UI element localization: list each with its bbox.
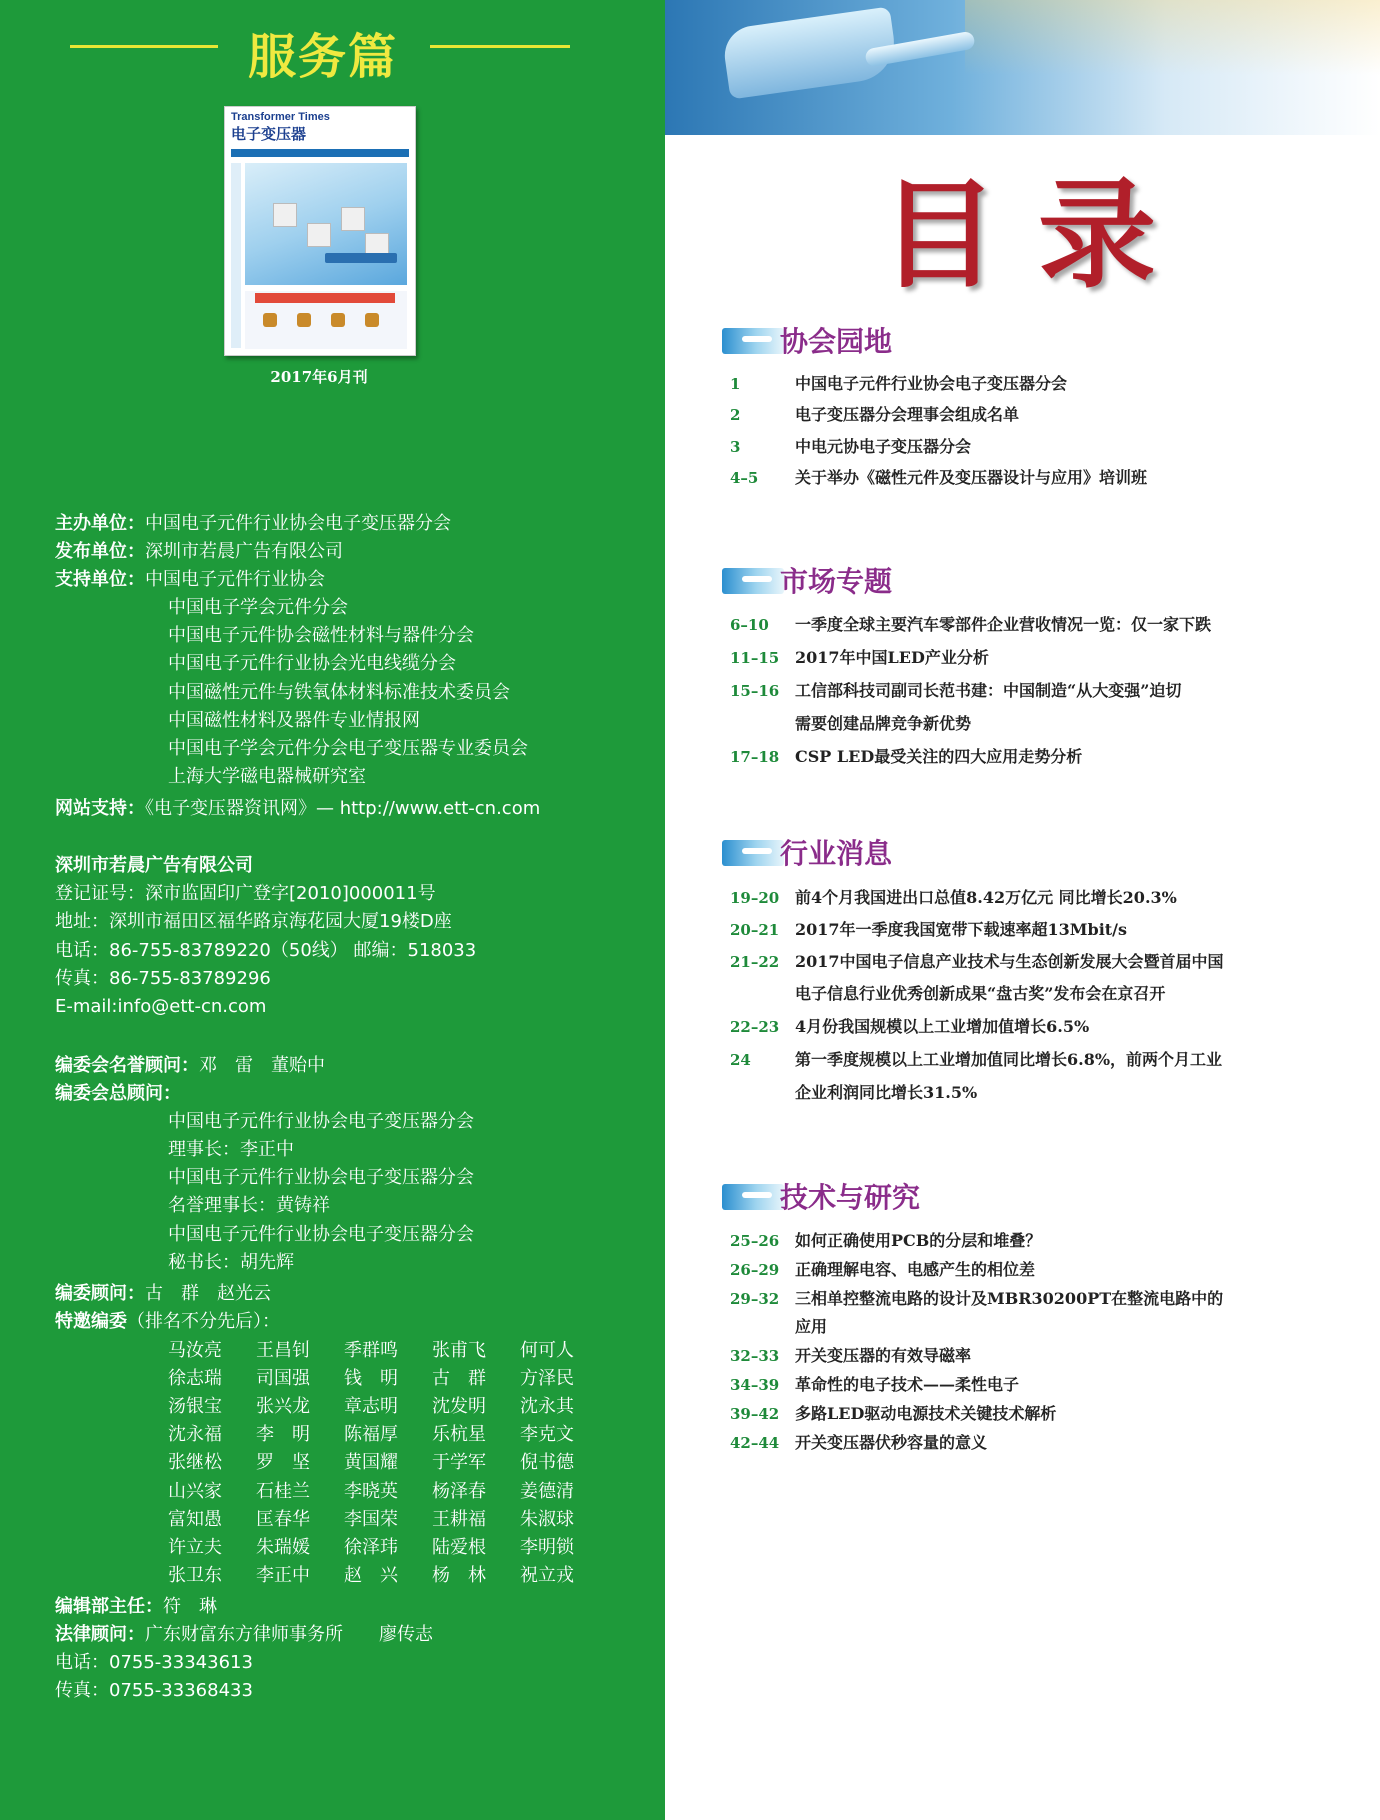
toc-page-range: 6–10 xyxy=(730,616,769,634)
magazine-cover xyxy=(224,106,416,356)
product-icon xyxy=(331,313,345,327)
toc-page-range: 29–32 xyxy=(730,1290,780,1308)
toc-section-title: 市场专题 xyxy=(780,565,893,598)
hand-banner-icon xyxy=(722,1184,784,1210)
editor-name: 王昌钊 xyxy=(256,1340,310,1361)
supporter-line: 中国磁性材料及器件专业情报网 xyxy=(168,710,420,731)
editor-name: 张甫飞 xyxy=(432,1340,486,1361)
toc-page-range: 34–39 xyxy=(730,1376,780,1394)
company-phone: 电话：86-755-83789220（50线） 邮编：518033 xyxy=(55,940,477,961)
editor-name: 徐泽玮 xyxy=(344,1537,398,1558)
editor-name: 方泽民 xyxy=(520,1368,574,1389)
general-advisor-line: 理事长：李正中 xyxy=(168,1139,294,1160)
editor-name: 倪书德 xyxy=(520,1452,574,1473)
toc-page-range: 3 xyxy=(730,438,741,456)
toc-entry-title: 应用 xyxy=(795,1317,828,1336)
supporter-line: 中国电子元件协会磁性材料与器件分会 xyxy=(168,625,474,646)
editor-name: 李晓英 xyxy=(344,1481,398,1502)
cover-caption-band xyxy=(325,253,397,263)
editor-name: 祝立戎 xyxy=(520,1565,574,1586)
toc-section-title: 行业消息 xyxy=(780,837,893,870)
editor-name: 匡春华 xyxy=(256,1509,310,1530)
info-label: 编委会名誉顾问： xyxy=(55,1055,199,1076)
toc-entry-title: 需要创建品牌竞争新优势 xyxy=(795,714,972,733)
cover-footer-banner xyxy=(255,293,395,303)
toc-entry-title: 电子变压器分会理事会组成名单 xyxy=(795,405,1020,424)
info-label: 编辑部主任： xyxy=(55,1596,163,1617)
editor-name: 马汝亮 xyxy=(168,1340,222,1361)
component-image xyxy=(341,207,365,231)
toc-entry-title: 关于举办《磁性元件及变压器设计与应用》培训班 xyxy=(795,468,1148,487)
hero-banner-image xyxy=(665,0,1380,135)
toc-title: 目录 xyxy=(880,165,1197,304)
toc-entry-title: 中国电子元件行业协会电子变压器分会 xyxy=(795,374,1068,393)
toc-page-range: 22–23 xyxy=(730,1018,780,1036)
general-advisor-label: 编委会总顾问： xyxy=(55,1083,181,1104)
info-value: 邓 雷 董贻中 xyxy=(199,1055,325,1076)
honorary-advisors xyxy=(55,1052,325,1080)
sponsor-organizer xyxy=(55,510,451,538)
info-label: 发布单位： xyxy=(55,541,145,562)
toc-entry-title: 工信部科技司副司长范书建：中国制造“从大变强”迫切 xyxy=(795,681,1182,700)
info-value: 符 琳 xyxy=(163,1596,217,1617)
supporter-line: 中国电子学会元件分会 xyxy=(168,597,348,618)
toc-page-range: 1 xyxy=(730,375,741,393)
toc-entry-title: 第一季度规模以上工业增加值同比增长6.8%，前两个月工业 xyxy=(795,1050,1223,1069)
cover-title-cn: 电子变压器 xyxy=(231,126,307,143)
toc-section-title: 技术与研究 xyxy=(780,1181,921,1214)
editor-name: 杨泽春 xyxy=(432,1481,486,1502)
company-fax: 传真：86-755-83789296 xyxy=(55,968,271,989)
website-support xyxy=(55,795,540,823)
info-label: 网站支持： xyxy=(55,798,145,819)
editor-name: 张卫东 xyxy=(168,1565,222,1586)
editor-name: 于学军 xyxy=(432,1452,486,1473)
editor-name: 石桂兰 xyxy=(256,1481,310,1502)
editor-name: 何可人 xyxy=(520,1340,574,1361)
cover-sidebar xyxy=(231,163,241,348)
company-name: 深圳市若晨广告有限公司 xyxy=(55,855,253,876)
editorial-fax: 传真：0755-33368433 xyxy=(55,1680,253,1701)
general-advisor-line: 中国电子元件行业协会电子变压器分会 xyxy=(168,1111,474,1132)
sponsor-publisher xyxy=(55,538,343,566)
toc-page-range: 11–15 xyxy=(730,649,780,667)
supporter-line: 中国电子学会元件分会电子变压器专业委员会 xyxy=(168,738,528,759)
toc-entry-title: 三相单控整流电路的设计及MBR30200PT在整流电路中的 xyxy=(795,1289,1224,1308)
editor-name: 徐志瑞 xyxy=(168,1368,222,1389)
toc-entry-title: 中电元协电子变压器分会 xyxy=(795,437,972,456)
info-label: 编委顾问： xyxy=(55,1283,145,1304)
section-heading xyxy=(70,18,570,85)
toc-entry-title: 电子信息行业优秀创新成果“盘古奖”发布会在京召开 xyxy=(795,984,1166,1003)
editor-name: 赵 兴 xyxy=(344,1565,398,1586)
legal-advisor xyxy=(55,1621,433,1649)
toc-entry-title: 多路LED驱动电源技术关键技术解析 xyxy=(795,1404,1057,1423)
editor-name: 罗 坚 xyxy=(256,1452,310,1473)
hand-banner-icon xyxy=(722,840,784,866)
toc-page-range: 32–33 xyxy=(730,1347,780,1365)
toc-entry-title: 4月份我国规模以上工业增加值增长6.5% xyxy=(795,1017,1090,1036)
toc-entry-title: 2017中国电子信息产业技术与生态创新发展大会暨首届中国 xyxy=(795,952,1224,971)
info-label: 支持单位： xyxy=(55,569,145,590)
toc-page-range: 26–29 xyxy=(730,1261,780,1279)
toc-entry-title: 2017年一季度我国宽带下载速率超13Mbit/s xyxy=(795,920,1128,939)
toc-section-header xyxy=(722,562,922,604)
toc-entry-title: 革命性的电子技术——柔性电子 xyxy=(795,1375,1020,1394)
info-note: （排名不分先后）： xyxy=(127,1311,280,1332)
editor-name: 古 群 xyxy=(432,1368,486,1389)
info-label: 主办单位： xyxy=(55,513,145,534)
hand-banner-icon xyxy=(722,328,784,354)
editorial-phone: 电话：0755-33343613 xyxy=(55,1652,253,1673)
editor-name: 李克文 xyxy=(520,1424,574,1445)
editor-name: 钱 明 xyxy=(344,1368,398,1389)
editor-name: 山兴家 xyxy=(168,1481,222,1502)
issue-date: 2017年6月刊 xyxy=(270,368,368,386)
info-value: 中国电子元件行业协会电子变压器分会 xyxy=(145,513,451,534)
info-value: 深圳市若晨广告有限公司 xyxy=(145,541,343,562)
heading-rule-left xyxy=(70,45,218,48)
toc-entry-title: 2017年中国LED产业分析 xyxy=(795,648,989,667)
editor-name: 张兴龙 xyxy=(256,1396,310,1417)
editor-name: 李国荣 xyxy=(344,1509,398,1530)
product-icon xyxy=(297,313,311,327)
supporter-line: 上海大学磁电器械研究室 xyxy=(168,766,366,787)
editor-name: 姜德清 xyxy=(520,1481,574,1502)
editor-name: 陈福厚 xyxy=(344,1424,398,1445)
editor-name: 汤银宝 xyxy=(168,1396,222,1417)
cover-footer xyxy=(245,291,407,349)
editor-name: 陆爱根 xyxy=(432,1537,486,1558)
hand-banner-icon xyxy=(722,568,784,594)
cover-title-en: Transformer Times xyxy=(231,111,330,123)
toc-page-range: 19–20 xyxy=(730,889,780,907)
left-panel xyxy=(0,0,665,1820)
cover-band xyxy=(231,149,409,157)
company-address: 地址：深圳市福田区福华路京海花园大厦19楼D座 xyxy=(55,911,452,932)
general-advisor-line: 秘书长：胡先辉 xyxy=(168,1252,294,1273)
editor-name: 李 明 xyxy=(256,1424,310,1445)
toc-entry-title: 正确理解电容、电感产生的相位差 xyxy=(795,1260,1036,1279)
toc-section-header xyxy=(722,322,922,364)
editorial-director xyxy=(55,1593,217,1621)
editor-name: 富知愚 xyxy=(168,1509,222,1530)
toc-entry-title: 如何正确使用PCB的分层和堆叠？ xyxy=(795,1231,1042,1250)
info-label: 特邀编委 xyxy=(55,1311,127,1332)
toc-page-range: 25–26 xyxy=(730,1232,780,1250)
editor-name: 季群鸣 xyxy=(344,1340,398,1361)
editor-name: 李正中 xyxy=(256,1565,310,1586)
product-icon xyxy=(263,313,277,327)
supporter-line: 中国磁性元件与铁氧体材料标准技术委员会 xyxy=(168,682,510,703)
toc-entry-title: 前4个月我国进出口总值8.42万亿元 同比增长20.3% xyxy=(795,888,1177,907)
toc-page-range: 2 xyxy=(730,406,741,424)
toc-page-range: 17–18 xyxy=(730,748,780,766)
cover-masthead xyxy=(231,111,409,147)
toc-page-range: 20–21 xyxy=(730,921,780,939)
toc-section-header xyxy=(722,834,922,876)
sponsor-supporter xyxy=(55,566,325,594)
editor-name: 沈永福 xyxy=(168,1424,222,1445)
toc-page-range: 24 xyxy=(730,1051,751,1069)
editor-name: 乐杭星 xyxy=(432,1424,486,1445)
supporter-line: 中国电子元件行业协会光电线缆分会 xyxy=(168,653,456,674)
toc-section-header xyxy=(722,1178,922,1220)
toc-entry-title: CSP LED最受关注的四大应用走势分析 xyxy=(795,747,1083,766)
toc-page-range: 4–5 xyxy=(730,469,759,487)
general-advisor-line: 中国电子元件行业协会电子变压器分会 xyxy=(168,1224,474,1245)
info-value: 古 群 赵光云 xyxy=(145,1283,271,1304)
toc-page-range: 15–16 xyxy=(730,682,780,700)
toc-entry-title: 一季度全球主要汽车零部件企业营收情况一览：仅一家下跌 xyxy=(795,615,1212,634)
heading-title: 服务篇 xyxy=(247,29,398,85)
cover-image xyxy=(245,163,407,285)
editor-name: 章志明 xyxy=(344,1396,398,1417)
component-image xyxy=(307,223,331,247)
info-value: 中国电子元件行业协会 xyxy=(145,569,325,590)
editor-name: 沈永其 xyxy=(520,1396,574,1417)
toc-page-range: 21–22 xyxy=(730,953,780,971)
toc-entry-title: 企业利润同比增长31.5% xyxy=(795,1083,978,1102)
editor-name: 张继松 xyxy=(168,1452,222,1473)
general-advisor-line: 名誉理事长：黄铸祥 xyxy=(168,1195,330,1216)
editor-name: 王耕福 xyxy=(432,1509,486,1530)
editor-name: 黄国耀 xyxy=(344,1452,398,1473)
hero-glow xyxy=(965,0,1380,75)
toc-section-title: 协会园地 xyxy=(780,325,893,358)
editor-name: 朱瑞媛 xyxy=(256,1537,310,1558)
toc-entry-title: 开关变压器的有效导磁率 xyxy=(795,1346,972,1365)
toc-entry-title: 开关变压器伏秒容量的意义 xyxy=(795,1433,988,1452)
toc-page-range: 39–42 xyxy=(730,1405,780,1423)
info-label: 法律顾问： xyxy=(55,1624,145,1645)
toc-page-range: 42–44 xyxy=(730,1434,780,1452)
editor-name: 许立夫 xyxy=(168,1537,222,1558)
website-link[interactable]: 《电子变压器资讯网》— http://www.ett-cn.com xyxy=(145,798,541,819)
special-editors xyxy=(55,1308,280,1336)
editor-name: 朱淑球 xyxy=(520,1509,574,1530)
registration-number: 登记证号：深市监固印广登字[2010]000011号 xyxy=(55,883,436,904)
heading-rule-right xyxy=(430,45,570,48)
editor-name: 沈发明 xyxy=(432,1396,486,1417)
info-value: 广东财富东方律师事务所 廖传志 xyxy=(145,1624,433,1645)
editor-name: 李明锁 xyxy=(520,1537,574,1558)
editorial-advisors xyxy=(55,1280,271,1308)
general-advisor-line: 中国电子元件行业协会电子变压器分会 xyxy=(168,1167,474,1188)
component-image xyxy=(273,203,297,227)
company-email[interactable]: E-mail:info@ett-cn.com xyxy=(55,996,267,1017)
editor-name: 杨 林 xyxy=(432,1565,486,1586)
editor-name: 司国强 xyxy=(256,1368,310,1389)
product-icon xyxy=(365,313,379,327)
